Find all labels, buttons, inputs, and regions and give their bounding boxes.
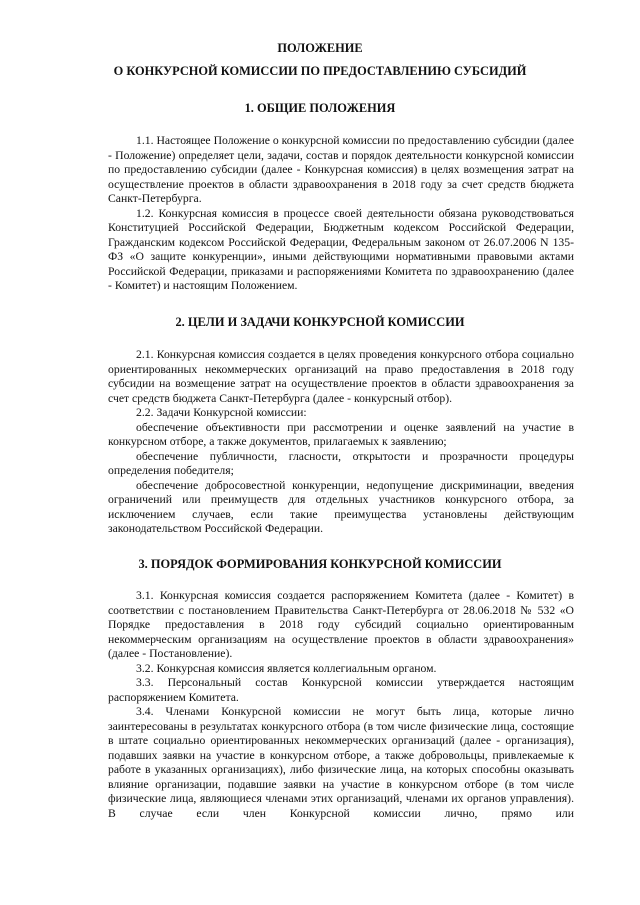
paragraph-1-2: 1.2. Конкурсная комиссия в процессе своей деятельности обязана руководствоваться Конституцией Российской Федерации, Бюджетным кодексом Российской Федерации, Гражданским кодексом Российской Федерации, Федеральным законом от 26.07.2006 N 135-ФЗ «О защите конкуренции», иными действующими нормативными правовыми актами Российской Федерации, приказами и распоряжениями Комитета по здравоохранению (далее - Комитет) и настоящим Положением. (108, 206, 574, 292)
paragraph-3-3: 3.3. Персональный состав Конкурсной комиссии утверждается настоящим распоряжением Комитета. (108, 676, 574, 704)
section-3-body (108, 589, 574, 821)
paragraph-2-task-2: обеспечение публичности, гласности, открытости и прозрачности процедуры определения победителя; (108, 449, 574, 477)
document-title: ПОЛОЖЕНИЕ (277, 41, 363, 55)
paragraph-2-1: 2.1. Конкурсная комиссия создается в целях проведения конкурсного отбора социально ориентированных некоммерческих организаций на право предоставления в 2018 году субсидии на возмещение затрат на осуществление проектов в области здравоохранения за счет средств бюджета Санкт-Петербурга (далее - конкурсный отбор). (108, 348, 574, 405)
section-2-body (108, 348, 574, 537)
section-1-heading: 1. ОБЩИЕ ПОЛОЖЕНИЯ (244, 101, 396, 115)
paragraph-2-2: 2.2. Задачи Конкурсной комиссии: (136, 406, 307, 419)
paragraph-2-task-1: обеспечение объективности при рассмотрении и оценке заявлений на участие в конкурсном отборе, а также документов, прилагаемых к заявлению; (108, 420, 574, 448)
section-1-body (108, 134, 574, 294)
document-subtitle: О КОНКУРСНОЙ КОМИССИИ ПО ПРЕДОСТАВЛЕНИЮ СУБСИДИЙ (113, 64, 527, 78)
paragraph-3-4: 3.4. Членами Конкурсной комиссии не могут быть лица, которые лично заинтересованы в результатах конкурсного отбора (в том числе физические лица, состоящие в штате социально ориентированных некоммерческих организаций (далее - организация), подавших заявки на участие в конкурсном отборе, а также добровольцы, привлекаемые к работе в указанных организациях), либо физические лица, на которых способны оказывать влияние организации, подавшие заявки на участие в конкурсном отборе (в том числе физические лица, являющиеся членами этих организаций, членами их органов управления). В случае если член Конкурсной комиссии лично, прямо или (108, 705, 574, 820)
section-3-heading: 3. ПОРЯДОК ФОРМИРОВАНИЯ КОНКУРСНОЙ КОМИССИИ (138, 557, 502, 571)
section-2-heading: 2. ЦЕЛИ И ЗАДАЧИ КОНКУРСНОЙ КОМИССИИ (175, 315, 465, 329)
paragraph-3-1: 3.1. Конкурсная комиссия создается распоряжением Комитета (далее - Комитет) в соответствии с постановлением Правительства Санкт-Петербурга от 28.06.2018 № 532 «О Порядке предоставления в 2018 году субсидий социально ориентированным некоммерческим организациям на осуществление проектов в области здравоохранения» (далее - Постановление). (108, 589, 574, 660)
paragraph-3-2: 3.2. Конкурсная комиссия является коллегиальным органом. (136, 661, 437, 675)
paragraph-2-task-3: обеспечение добросовестной конкуренции, недопущение дискриминации, введения ограничений или преимуществ для отдельных участников конкурсного отбора, за исключением случаев, если такие преимущества установлены действующим законодательством Российской Федерации. (108, 478, 574, 535)
paragraph-1-1: 1.1. Настоящее Положение о конкурсной комиссии по предоставлению субсидии (далее - Положение) определяет цели, задачи, состав и порядок деятельности конкурсной комиссии по предоставлению субсидии (далее - Конкурсная комиссия) в целях возмещения затрат на осуществление проектов в области здравоохранения в 2018 году за счет средств бюджета Санкт-Петербурга. (108, 134, 574, 205)
